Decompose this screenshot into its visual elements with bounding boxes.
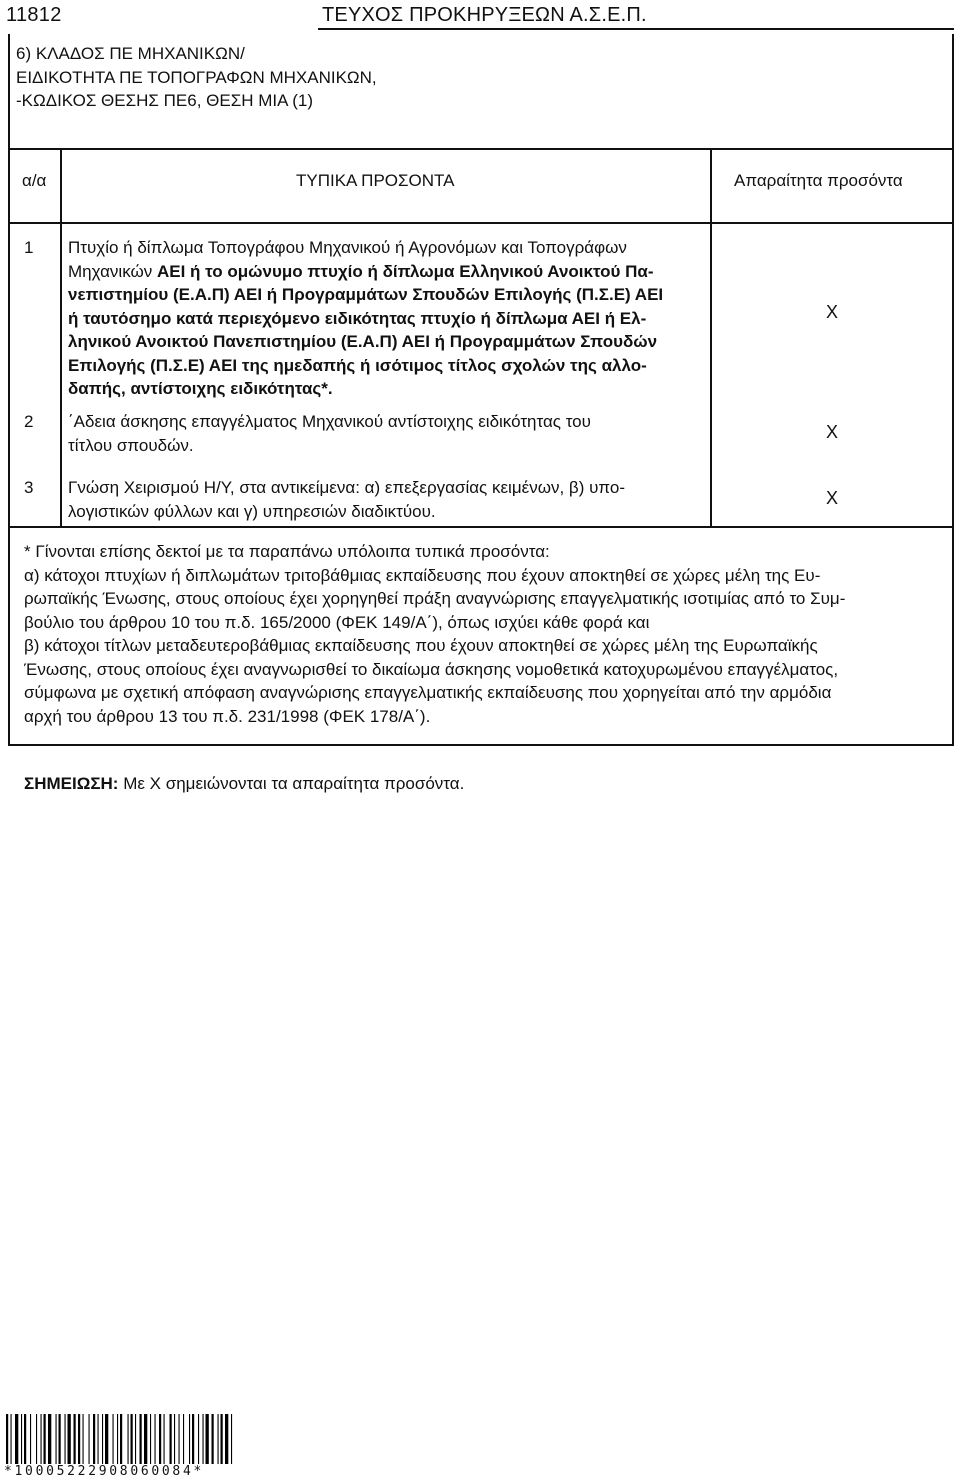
row-number: 1 xyxy=(24,238,34,257)
footnote-line: Ένωσης, στους οποίους έχει αναγνωρισθεί το δικαίωμα άσκησης νομοθετικά κατοχυρωμένου επαγγέλματος, xyxy=(24,659,839,679)
page-header xyxy=(0,0,960,34)
row-description xyxy=(68,476,704,523)
barcode-text: *10005222908060084* xyxy=(4,1464,205,1479)
row-line-bold: νεπιστημίου (Ε.Α.Π) ΑΕΙ ή Προγραμμάτων Σπουδών Επιλογής (Π.Σ.Ε) ΑΕΙ xyxy=(68,285,664,304)
row-line-normal: Μηχανικών xyxy=(68,261,157,281)
row-line-bold: Επιλογής (Π.Σ.Ε) ΑΕΙ της ημεδαπής ή ισότιμος τίτλος σχολών της αλλο- xyxy=(68,355,647,375)
table-header-rule xyxy=(8,222,954,224)
row-line xyxy=(68,354,704,378)
row-line-normal: τίτλου σπουδών. xyxy=(68,435,194,455)
issue-title: ΤΕΥΧΟΣ ΠΡΟΚΗΡΥΞΕΩΝ Α.Σ.Ε.Π. xyxy=(322,4,647,26)
row-line-normal: ΄Αδεια άσκησης επαγγέλματος Μηχανικού αντίστοιχης ειδικότητας του xyxy=(68,412,591,431)
row-line xyxy=(68,434,704,458)
row-line xyxy=(68,283,704,307)
section-title xyxy=(16,42,377,113)
table-bottom-rule xyxy=(8,526,954,528)
remark-text: Με Χ σημειώνονται τα απαραίτητα προσόντα. xyxy=(118,774,465,793)
row-line-bold: ή ταυτόσημο κατά περιεχόμενο ειδικότητας πτυχίο ή δίπλωμα ΑΕΙ ή Ελ- xyxy=(68,308,647,328)
row-line xyxy=(68,330,704,354)
footnote-line: βούλιο του άρθρου 10 του π.δ. 165/2000 (ΦΕΚ 149/Α΄), όπως ισχύει κάθε φορά και xyxy=(24,612,650,632)
table-divider-index xyxy=(60,148,62,527)
row-line xyxy=(68,500,704,524)
required-mark: Χ xyxy=(825,422,838,442)
row-line-bold: δαπής, αντίστοιχης ειδικότητας*. xyxy=(68,379,333,398)
row-line-normal: Πτυχίο ή δίπλωμα Τοπογράφου Μηχανικού ή Αγρονόμων και Τοπογράφων xyxy=(68,238,627,257)
header-index: α/α xyxy=(22,171,47,190)
footnote-line: ρωπαϊκής Ένωσης, στους οποίους έχει χορηγηθεί πράξη αναγνώρισης επαγγελματικής ισοτιμίας από το Συμ- xyxy=(24,589,846,608)
row-line xyxy=(68,410,704,434)
section-title-line: -ΚΩΔΙΚΟΣ ΘΕΣΗΣ ΠΕ6, ΘΕΣΗ ΜΙΑ (1) xyxy=(16,91,314,110)
row-line-bold: ληνικού Ανοικτού Πανεπιστημίου (Ε.Α.Π) ΑΕΙ ή Προγραμμάτων Σπουδών xyxy=(68,332,658,351)
table-top-rule xyxy=(8,148,954,150)
row-line-normal: Γνώση Χειρισμού Η/Υ, στα αντικείμενα: α) επεξεργασίας κειμένων, β) υπο- xyxy=(68,478,625,497)
page-number: 11812 xyxy=(6,4,62,26)
header-required: Απαραίτητα προσόντα xyxy=(734,171,903,190)
remark xyxy=(24,774,464,794)
footnote-line: β) κάτοχοι τίτλων μεταδευτεροβάθμιας εκπαίδευσης που έχουν αποκτηθεί σε χώρες μέλη της Ευρωπαϊκής xyxy=(24,636,818,655)
required-mark: Χ xyxy=(825,302,838,322)
row-number: 2 xyxy=(24,412,34,431)
row-line-normal: λογιστικών φύλλων και γ) υπηρεσιών διαδικτύου. xyxy=(68,501,436,521)
section-title-line: ΕΙΔΙΚΟΤΗΤΑ ΠΕ ΤΟΠΟΓΡΑΦΩΝ ΜΗΧΑΝΙΚΩΝ, xyxy=(16,67,377,87)
row-line xyxy=(68,236,704,260)
table-divider-required xyxy=(710,148,712,527)
header-qualifications: ΤΥΠΙΚΑ ΠΡΟΣΟΝΤΑ xyxy=(296,171,455,190)
row-line-bold: ΑΕΙ ή το ομώνυμο πτυχίο ή δίπλωμα Ελληνικού Ανοικτού Πα- xyxy=(156,261,654,281)
row-description xyxy=(68,236,704,401)
barcode-image xyxy=(4,1414,296,1464)
footnote-line: * Γίνονται επίσης δεκτοί με τα παραπάνω υπόλοιπα τυπικά προσόντα: xyxy=(24,542,550,561)
row-line xyxy=(68,377,704,401)
remark-label: ΣΗΜΕΙΩΣΗ: xyxy=(24,774,119,793)
row-number: 3 xyxy=(24,478,34,497)
footnote-line: α) κάτοχοι πτυχίων ή διπλωμάτων τριτοβάθμιας εκπαίδευσης που έχουν αποκτηθεί σε χώρες μέλη της Ευ- xyxy=(24,565,821,585)
section-title-line: 6) ΚΛΑΔΟΣ ΠΕ ΜΗΧΑΝΙΚΩΝ/ xyxy=(16,44,245,63)
row-line xyxy=(68,307,704,331)
row-description xyxy=(68,410,704,457)
footnote-line: αρχή του άρθρου 13 του π.δ. 231/1998 (ΦΕΚ 178/Α΄). xyxy=(24,706,431,726)
row-line xyxy=(68,260,704,284)
footnote xyxy=(24,540,944,728)
required-mark: Χ xyxy=(825,488,838,508)
row-line xyxy=(68,476,704,500)
footnote-line: σύμφωνα με σχετική απόφαση αναγνώρισης επαγγελματικής εκπαίδευσης που χορηγείται από την αρμόδια xyxy=(24,683,832,702)
header-rule xyxy=(318,28,954,30)
